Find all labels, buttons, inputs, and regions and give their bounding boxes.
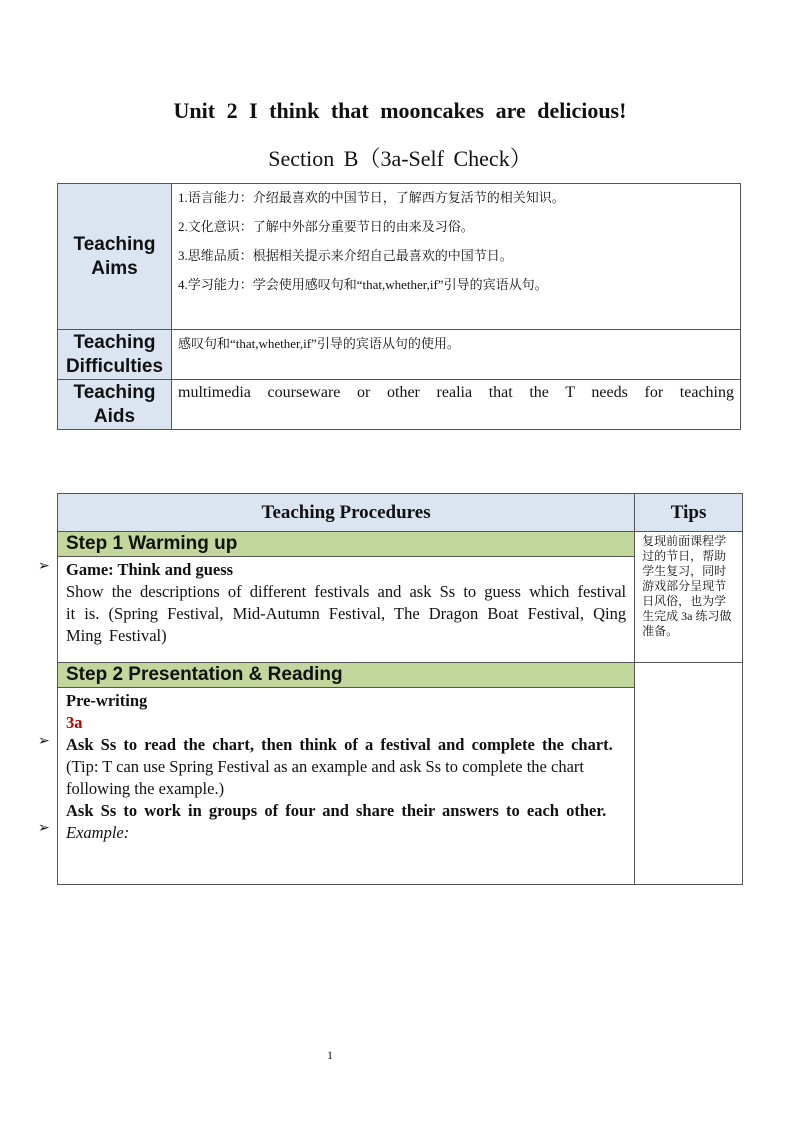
- difficulties-label-line1: Teaching: [73, 331, 156, 353]
- pre-writing-label: Pre-writing: [66, 691, 148, 710]
- step1-cell: [58, 532, 635, 663]
- difficulties-label-line2: Difficulties: [65, 355, 164, 377]
- game-title: Game: Think and guess: [66, 560, 234, 579]
- aim-item-3: 3.思维品质：根据相关提示来介绍自己最喜欢的中国节日。: [178, 248, 513, 263]
- step2-cell: [58, 663, 635, 885]
- teaching-aims-table: [57, 183, 741, 430]
- teaching-aids-text: multimedia courseware or other realia that the T needs for teaching: [172, 380, 741, 430]
- example-label: Example:: [66, 823, 130, 842]
- step1-tips: 复现前面课程学过的节日，帮助学生复习，同时游戏部分呈现节日风俗，也为学生完成 3a 练习做准备。: [635, 532, 743, 663]
- teaching-aids-label: [58, 380, 172, 430]
- tip-text: (Tip: T can use Spring Festival as an example and ask Ss to complete the chart following the example.): [66, 757, 584, 798]
- bullet-arrow-icon: ➢: [38, 558, 50, 574]
- aim-item-1: 1.语言能力：介绍最喜欢的中国节日，了解西方复活节的相关知识。: [178, 190, 565, 205]
- label-3a: 3a: [66, 713, 83, 732]
- aim-item-4: 4.学习能力：学会使用感叹句和“that,whether,if”引导的宾语从句。: [178, 277, 548, 292]
- step1-title: Step 1 Warming up: [58, 532, 634, 557]
- teaching-procedures-table: [57, 493, 743, 885]
- teaching-difficulties-label: [58, 330, 172, 380]
- game-text: Show the descriptions of different festivals and ask Ss to guess which festival it is. (Spring Festival, Mid-Autumn Festival, The Dragon Boat Festival, Qing Ming Festival): [66, 582, 627, 645]
- aids-label-line1: Teaching: [73, 381, 156, 403]
- teaching-difficulties-text: 感叹句和“that,whether,if”引导的宾语从句的使用。: [172, 330, 741, 380]
- step2-title: Step 2 Presentation & Reading: [58, 663, 634, 688]
- bullet-arrow-icon: ➢: [38, 733, 50, 749]
- bullet-arrow-icon: ➢: [38, 820, 50, 836]
- step2-body: [58, 688, 634, 846]
- procedures-header: Teaching Procedures: [58, 494, 635, 532]
- aim-item-2: 2.文化意识：了解中外部分重要节日的由来及习俗。: [178, 219, 474, 234]
- teaching-aims-label: [58, 184, 172, 330]
- aims-label-line2: Aims: [91, 257, 138, 279]
- step1-body: [58, 557, 634, 649]
- document-title: Unit 2 I think that mooncakes are delicious!: [173, 98, 627, 123]
- step2-tips: [635, 663, 743, 885]
- page-number: 1: [327, 1048, 333, 1062]
- bullet1-text: Ask Ss to read the chart, then think of a festival and complete the chart.: [66, 735, 613, 754]
- aims-label-line1: Teaching: [73, 233, 156, 255]
- tips-header: Tips: [635, 494, 743, 532]
- document-subtitle: Section B（3a-Self Check）: [268, 146, 532, 171]
- bullet2-text: Ask Ss to work in groups of four and share their answers to each other.: [66, 801, 607, 820]
- aids-label-line2: Aids: [93, 405, 136, 427]
- teaching-aims-list: [172, 184, 741, 330]
